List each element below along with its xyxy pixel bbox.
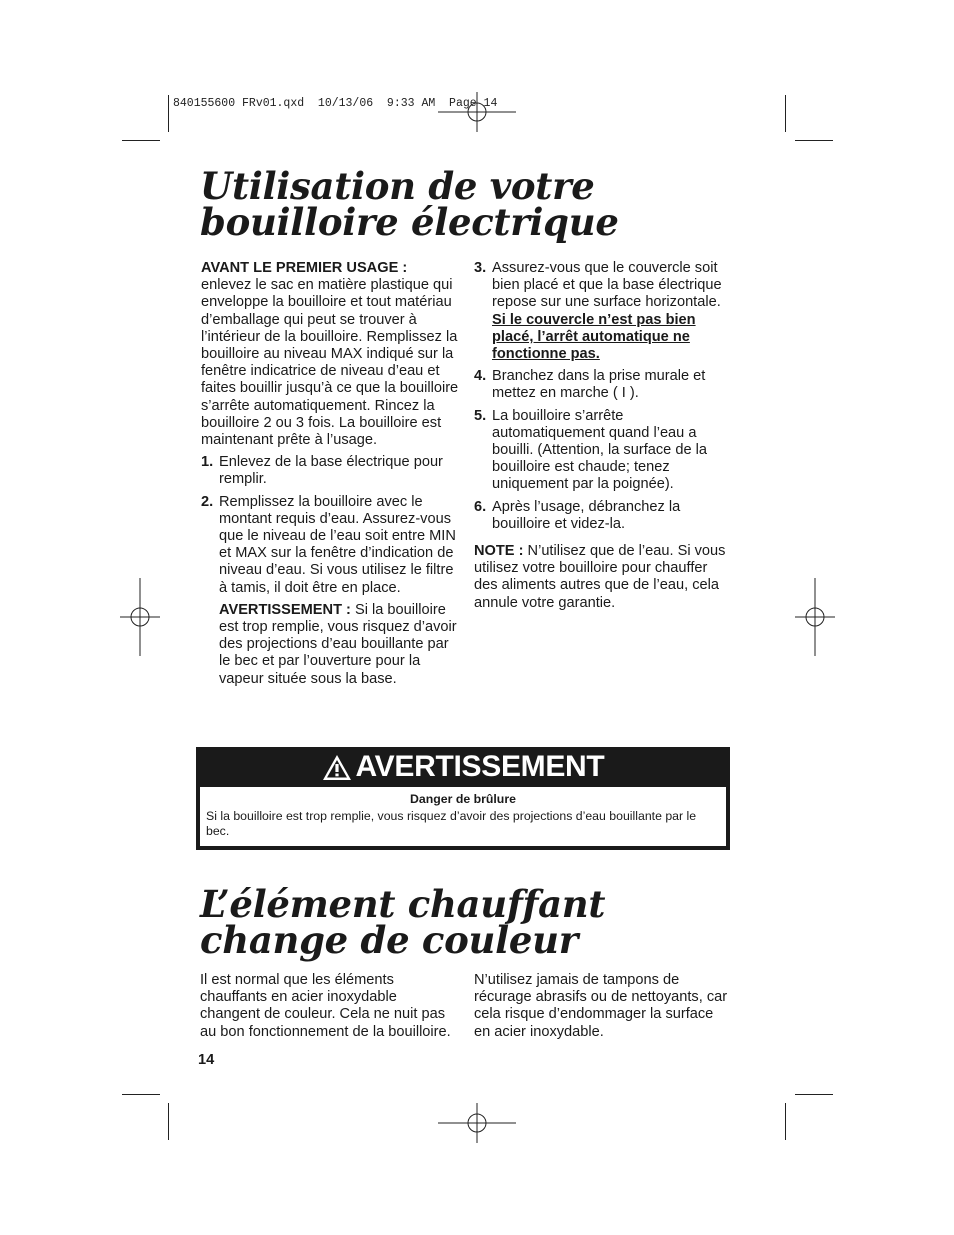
title-line: change de couleur: [200, 918, 578, 962]
warning-text: Si la bouilloire est trop remplie, vous risquez d’avoir des projections d’eau bouillante par le bec.: [206, 809, 697, 838]
step-number: 4.: [474, 368, 487, 385]
intro-text: enlevez le sac en matière plastique qui enveloppe la bouilloire et tout matériau d’emballage qui peut se trouver à l’intérieur de la bouilloire. Remplissez la bouilloire au niveau MAX indiqué sur la fenêtre indicatrice de niveau d’eau et faites bouillir jusqu’à ce que la bouilloire s’arrête automatiquement. Rincez la bouilloire 2 ou 3 fois. La bouilloire est maintenant prête à l’usage.: [201, 277, 459, 449]
step-2-warning: [219, 602, 459, 688]
step-3: [474, 260, 732, 363]
page-number: 14: [198, 1052, 215, 1068]
registration-mark-left: [120, 578, 160, 656]
step-2: [201, 494, 459, 688]
step-5: [474, 408, 732, 494]
element-paragraph: Il est normal que les éléments chauffants en acier inoxydable changent de couleur. Cela ne nuit pas au bon fonctionnement de la bouilloire.: [200, 972, 451, 1040]
instructions-right-column: [474, 260, 732, 612]
note-paragraph: [474, 543, 732, 612]
step-number: 5.: [474, 407, 487, 424]
warning-heading: AVERTISSEMENT: [355, 750, 605, 783]
warning-body: [200, 787, 726, 846]
instructions-left-column: [201, 260, 459, 688]
print-slug: 840155600 FRv01.qxd 10/13/06 9:33 AM Page 14: [173, 97, 498, 110]
note-text: N’utilisez que de l’eau. Si vous utilisez votre bouilloire pour chauffer des aliments autres que de l’eau, cela annule votre garantie.: [474, 543, 726, 611]
step-text: Enlevez de la base électrique pour remplir.: [219, 454, 443, 488]
element-paragraph: N’utilisez jamais de tampons de récurage abrasifs ou de nettoyants, car cela risque d’endommager la surface en acier inoxydable.: [474, 972, 728, 1040]
warning-label: AVERTISSEMENT :: [219, 601, 351, 618]
warning-header: [196, 747, 730, 787]
step-text: Branchez dans la prise murale et mettez en marche ( I ).: [492, 368, 706, 402]
warning-triangle-icon: [322, 754, 352, 781]
step-number: 3.: [474, 260, 487, 276]
element-left-column: [200, 972, 456, 1041]
step-number: 1.: [201, 454, 214, 471]
registration-mark-right: [795, 578, 835, 656]
step-1: [201, 454, 459, 488]
element-right-column: [474, 972, 730, 1041]
step-4: [474, 368, 732, 402]
step-text: Après l’usage, débranchez la bouilloire et videz-la.: [492, 498, 681, 532]
step-text: Assurez-vous que le couvercle soit bien placé et que la base électrique repose sur une surface horizontale.: [492, 260, 722, 311]
step-6: [474, 499, 732, 533]
step-3-emphasis: Si le couvercle n’est pas bien placé, l’arrêt automatique ne fonctionne pas.: [492, 311, 696, 363]
title-line: Utilisation de votre: [200, 164, 595, 208]
warning-box: [196, 747, 730, 850]
section-title-element: [200, 882, 606, 962]
step-number: 2.: [201, 493, 214, 510]
section-title-utilisation: [200, 164, 619, 244]
warning-title: Danger de brûlure: [410, 792, 516, 806]
note-label: NOTE :: [474, 543, 524, 560]
step-text: Remplissez la bouilloire avec le montant requis d’eau. Assurez-vous que le niveau de l’eau soit entre MIN et MAX sur la fenêtre d’indication de niveau d’eau. Si vous utilisez le filtre à tamis, il doit être en place.: [219, 493, 456, 596]
registration-mark-top: [438, 92, 516, 132]
title-line: L’élément chauffant: [200, 882, 606, 926]
warning-text: Si la bouilloire est trop remplie, vous risquez d’avoir des projections d’eau bouillante par le bec et par l’ouverture pour la vapeur située sous la base.: [219, 601, 457, 687]
step-number: 6.: [474, 498, 487, 515]
step-text: La bouilloire s’arrête automatiquement quand l’eau a bouilli. (Attention, la surface de la bouilloire est chaude; tenez uniquement par la poignée).: [492, 407, 707, 493]
registration-mark-bottom: [438, 1103, 516, 1143]
intro-paragraph: [201, 260, 459, 449]
title-line: bouilloire électrique: [200, 200, 619, 244]
intro-label: AVANT LE PREMIER USAGE :: [201, 260, 408, 276]
